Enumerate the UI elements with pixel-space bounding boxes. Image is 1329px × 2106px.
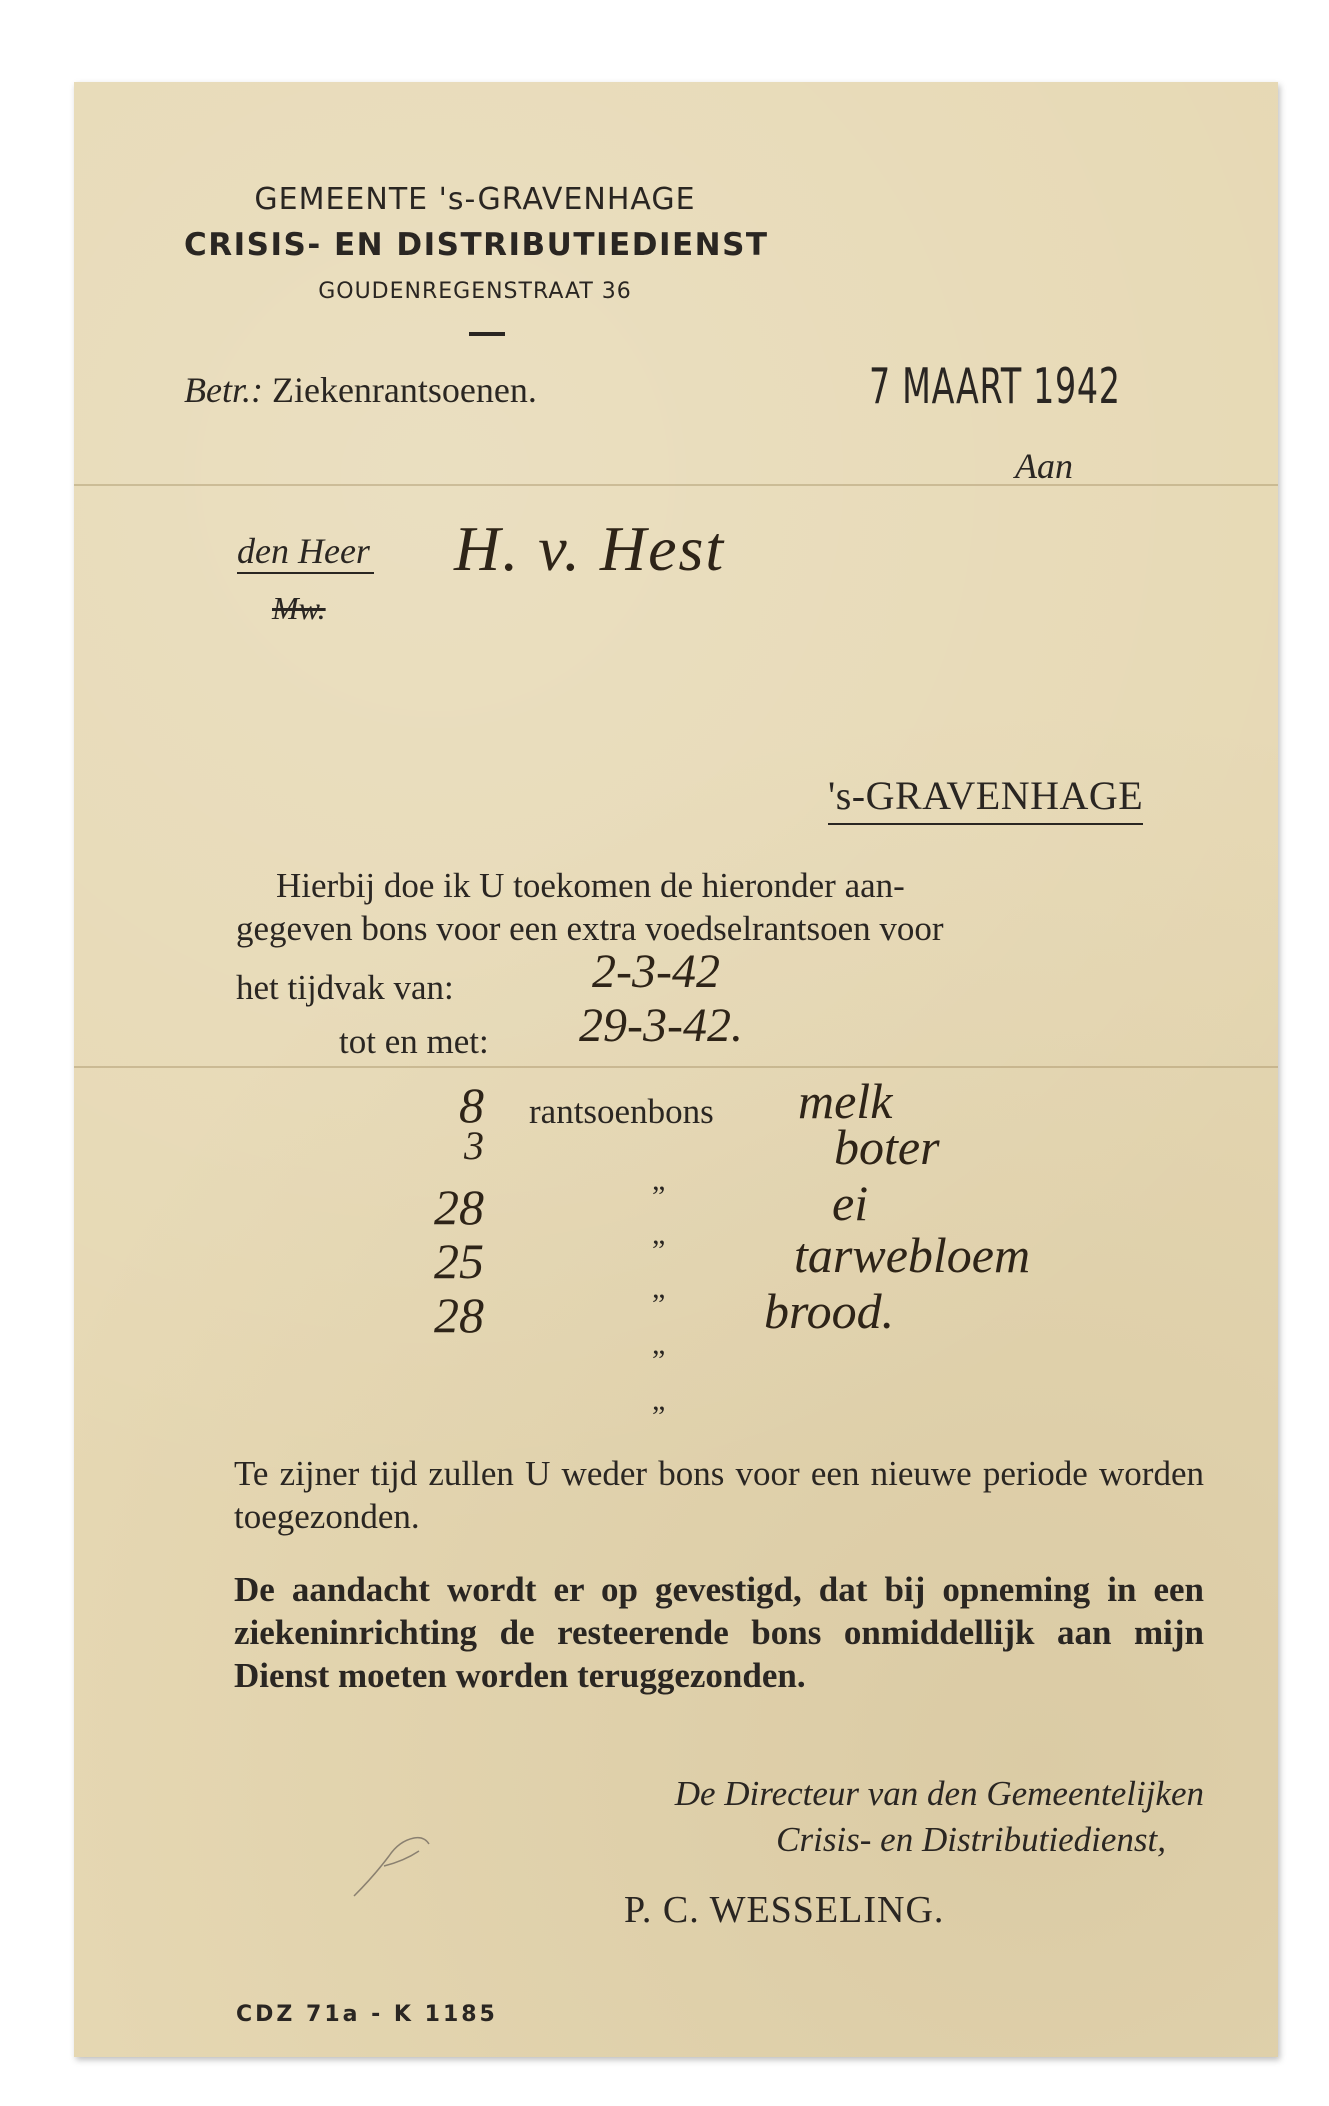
signature-title: De Directeur van den Gemeentelijken	[674, 1774, 1204, 1813]
period-from-value: 2-3-42	[592, 945, 720, 998]
ration-item: boter	[834, 1119, 940, 1175]
warning-paragraph: De aandacht wordt er op gevestigd, dat bij opneming in een ziekeninrichting de resteerende bons onmiddellijk aan mijn Dienst moeten worden teruggezonden.	[234, 1570, 1204, 1695]
ditto-mark: ”	[652, 1344, 666, 1377]
fold-line	[74, 1066, 1278, 1068]
intro-line: Hierbij doe ik U toekomen de hieronder aan-	[276, 866, 905, 905]
addressee-name: H. v. Hest	[454, 513, 726, 584]
ditto-mark: ”	[652, 1288, 666, 1321]
period-to-label: tot en met:	[339, 1022, 489, 1061]
date-stamp: 7 MAART 1942	[869, 358, 1121, 415]
notice-paragraph: Te zijner tijd zullen U weder bons voor een nieuwe periode worden toegezonden.	[234, 1454, 1204, 1536]
ditto-mark: ”	[652, 1234, 666, 1267]
ditto-mark: ”	[652, 1180, 666, 1213]
document-sheet	[74, 82, 1278, 2057]
period-to-value: 29-3-42.	[579, 999, 743, 1052]
ration-unit-label: rantsoenbons	[529, 1092, 714, 1131]
ration-qty: 3	[464, 1123, 484, 1168]
signature-department: Crisis- en Distributiedienst,	[776, 1820, 1166, 1859]
addressee-city: 's-GRAVENHAGE	[828, 772, 1143, 825]
ration-qty: 25	[434, 1233, 484, 1289]
fold-line	[74, 484, 1278, 486]
intro-paragraph	[236, 864, 1202, 950]
intro-line: gegeven bons voor een extra voedselrantsoen voor	[236, 909, 944, 948]
header-department: CRISIS- EN DISTRIBUTIEDIENST	[184, 227, 769, 263]
aan-label: Aan	[1015, 446, 1073, 486]
period-from-label: het tijdvak van:	[236, 968, 454, 1007]
ration-item: ei	[832, 1175, 869, 1231]
signature-name: P. C. WESSELING.	[624, 1889, 945, 1931]
subject-text: Ziekenrantsoenen.	[271, 370, 537, 410]
header-divider	[469, 332, 505, 336]
subject-label: Betr.:	[184, 370, 263, 410]
pencil-mark	[344, 1826, 444, 1906]
ration-qty: 28	[434, 1287, 484, 1343]
struck-salutation: Mw.	[272, 590, 326, 626]
ditto-mark: ”	[652, 1400, 666, 1433]
subject-line	[184, 369, 537, 411]
ration-item: tarwebloem	[794, 1227, 1031, 1283]
salutation-label: den Heer	[237, 530, 374, 574]
ration-item: melk	[798, 1073, 893, 1129]
form-code: CDZ 71a - K 1185	[236, 2002, 498, 2027]
ration-qty: 8	[459, 1077, 484, 1133]
header-municipality: GEMEENTE 's-GRAVENHAGE	[254, 182, 696, 217]
header-address: GOUDENREGENSTRAAT 36	[318, 279, 632, 304]
ration-item: brood.	[764, 1283, 895, 1339]
ration-qty: 28	[434, 1179, 484, 1235]
